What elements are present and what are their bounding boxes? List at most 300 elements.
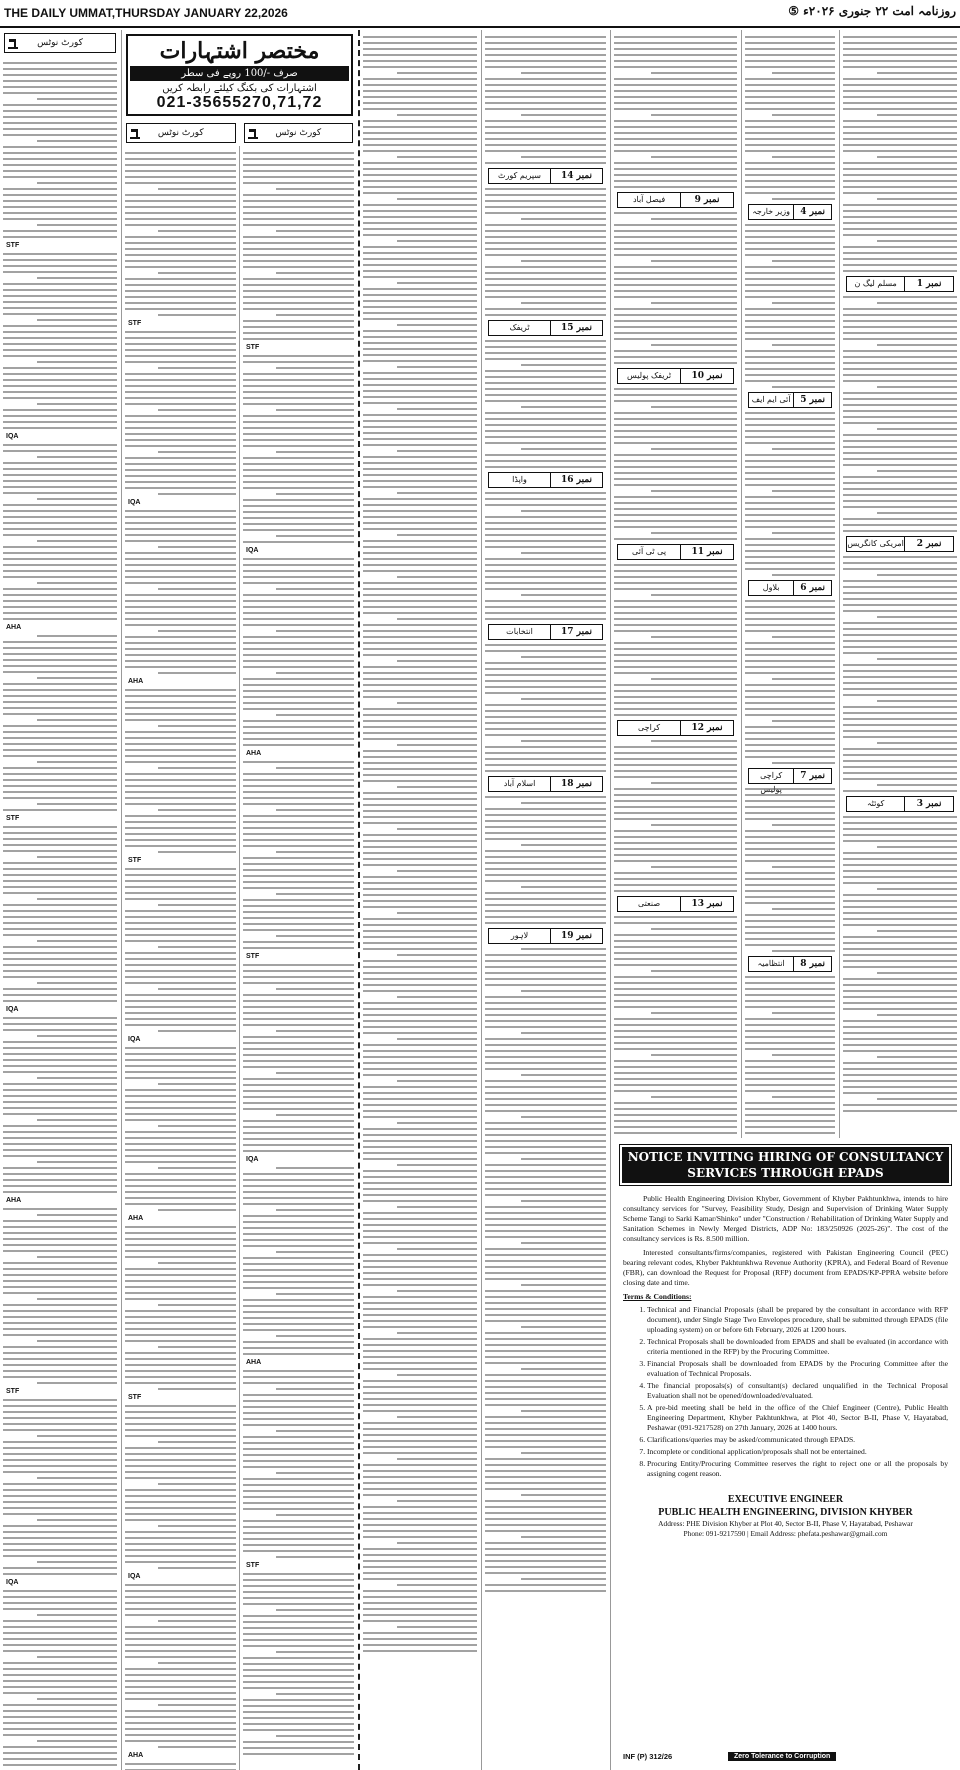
notice-footer xyxy=(623,1752,948,1764)
text-line xyxy=(243,702,354,704)
text-line xyxy=(3,1328,117,1330)
text-line xyxy=(276,272,354,274)
text-line xyxy=(614,144,737,146)
text-line xyxy=(485,1020,606,1022)
text-line xyxy=(363,1434,477,1436)
text-line xyxy=(3,904,117,906)
text-line xyxy=(3,767,117,769)
text-line xyxy=(363,342,477,344)
text-line xyxy=(485,680,606,682)
text-line xyxy=(243,606,354,608)
text-line xyxy=(745,902,835,904)
text-line xyxy=(363,132,477,134)
text-line xyxy=(485,108,606,110)
text-line xyxy=(363,336,477,338)
text-line xyxy=(363,1554,477,1556)
text-line xyxy=(243,529,354,531)
text-line xyxy=(485,1392,606,1394)
text-line xyxy=(363,1026,477,1028)
text-line xyxy=(3,832,117,834)
text-line xyxy=(485,1446,606,1448)
text-line xyxy=(3,618,117,620)
text-line xyxy=(745,708,835,710)
text-line xyxy=(877,658,957,660)
text-line xyxy=(363,570,477,572)
text-line xyxy=(243,941,354,943)
category-number: نمبر 4 xyxy=(793,205,831,219)
ad-code-tag: AHA xyxy=(6,624,22,631)
text-line xyxy=(843,730,957,732)
text-line xyxy=(363,1284,477,1286)
text-line xyxy=(485,54,606,56)
text-line xyxy=(614,1030,737,1032)
text-line xyxy=(125,254,236,256)
text-line xyxy=(745,872,835,874)
text-line xyxy=(243,576,354,578)
text-line xyxy=(125,892,236,894)
text-line xyxy=(243,355,354,357)
text-line xyxy=(125,1674,236,1676)
text-line xyxy=(614,1000,737,1002)
category-name: بلاول xyxy=(762,583,780,592)
text-line xyxy=(363,984,477,986)
text-line xyxy=(125,624,236,626)
text-line xyxy=(3,373,117,375)
text-line xyxy=(125,701,236,703)
text-line xyxy=(397,996,477,998)
text-line xyxy=(363,150,477,152)
text-line xyxy=(363,1476,477,1478)
text-line xyxy=(125,331,236,333)
text-line xyxy=(745,78,835,80)
text-line xyxy=(485,916,606,918)
text-line xyxy=(772,386,835,388)
text-line xyxy=(745,380,835,382)
text-line xyxy=(243,1424,354,1426)
text-line xyxy=(745,126,835,128)
text-line xyxy=(125,1763,236,1765)
text-line xyxy=(614,254,737,256)
text-line xyxy=(614,884,737,886)
text-line xyxy=(614,442,737,444)
text-line xyxy=(485,960,606,962)
text-line xyxy=(485,1134,606,1136)
text-line xyxy=(843,640,957,642)
text-line xyxy=(614,800,737,802)
text-line xyxy=(363,180,477,182)
text-line xyxy=(485,1008,606,1010)
text-line xyxy=(243,558,354,560)
text-line xyxy=(363,594,477,596)
text-line xyxy=(3,80,117,82)
text-line xyxy=(158,367,236,369)
news-text-block xyxy=(840,30,960,1118)
text-line xyxy=(745,550,835,552)
text-line xyxy=(614,776,737,778)
text-line xyxy=(745,726,835,728)
text-line xyxy=(843,864,957,866)
text-line xyxy=(363,1350,477,1352)
notice-paragraph-1: Public Health Engineering Division Khyber, Government of Khyber Pakhtunkhwa, intends to hire consultancy services for "Survey, Feasibility Study, Design and Supervision of Drinking Water Supply Scheme Tangi to Sarki Kamar/Shinko" under "Construction / Rehabilitation of Drinking Water Supply and Sanitation Schemes in Newly Merged Districts, ADP No: 183/250926 (2025-26)". The cost of the consultancy services is Rs. 8.500 million. xyxy=(623,1194,948,1243)
text-line xyxy=(843,942,957,944)
text-line xyxy=(363,750,477,752)
text-line xyxy=(363,228,477,230)
text-line xyxy=(243,1460,354,1462)
text-line xyxy=(363,546,477,548)
text-line xyxy=(397,576,477,578)
text-line xyxy=(772,720,835,722)
text-line xyxy=(485,1440,606,1442)
text-line xyxy=(745,744,835,746)
text-line xyxy=(614,1114,737,1116)
text-line xyxy=(243,1442,354,1444)
text-line xyxy=(3,1370,117,1372)
text-line xyxy=(614,654,737,656)
text-line xyxy=(243,1687,354,1689)
ad-code-tag: AHA xyxy=(6,1197,22,1204)
text-line xyxy=(485,370,606,372)
text-line xyxy=(37,1035,117,1037)
text-line xyxy=(3,1483,117,1485)
text-line xyxy=(485,290,606,292)
text-line xyxy=(485,984,606,986)
text-line xyxy=(243,248,354,250)
text-line xyxy=(745,702,835,704)
text-line xyxy=(485,194,606,196)
text-line xyxy=(3,415,117,417)
text-line xyxy=(485,1146,606,1148)
text-line xyxy=(3,194,117,196)
text-line xyxy=(158,188,236,190)
text-line xyxy=(363,1428,477,1430)
text-line xyxy=(614,576,737,578)
text-line xyxy=(276,588,354,590)
text-line xyxy=(363,1152,477,1154)
text-line xyxy=(3,552,117,554)
text-line xyxy=(125,916,236,918)
text-line xyxy=(3,1590,117,1592)
text-line xyxy=(843,1092,957,1094)
text-line xyxy=(125,666,236,668)
text-line xyxy=(363,264,477,266)
text-line xyxy=(614,1090,737,1092)
text-line xyxy=(243,1239,354,1241)
text-line xyxy=(521,886,606,888)
text-line xyxy=(843,452,957,454)
text-line xyxy=(363,1074,477,1076)
text-line xyxy=(485,162,606,164)
text-line xyxy=(485,454,606,456)
text-line xyxy=(158,1525,236,1527)
text-line xyxy=(745,290,835,292)
text-line xyxy=(772,866,835,868)
text-line xyxy=(745,976,835,978)
text-line xyxy=(243,785,354,787)
text-line xyxy=(125,457,236,459)
text-line xyxy=(363,1506,477,1508)
text-line xyxy=(243,1657,354,1659)
text-line xyxy=(243,881,354,883)
text-line xyxy=(363,162,477,164)
text-line xyxy=(243,385,354,387)
text-line xyxy=(485,48,606,50)
text-line xyxy=(276,1167,354,1169)
text-line xyxy=(363,1470,477,1472)
text-line xyxy=(125,1519,236,1521)
text-line xyxy=(485,1170,606,1172)
text-line xyxy=(772,636,835,638)
text-line xyxy=(125,1447,236,1449)
category-heading xyxy=(748,580,832,596)
text-line xyxy=(614,126,737,128)
text-line xyxy=(363,1344,477,1346)
text-line xyxy=(3,1071,117,1073)
text-line xyxy=(363,60,477,62)
classified-text-block xyxy=(239,146,357,1770)
text-line xyxy=(158,767,236,769)
text-line xyxy=(745,1114,835,1116)
text-line xyxy=(843,150,957,152)
text-line xyxy=(843,1104,957,1106)
text-line xyxy=(3,1734,117,1736)
text-line xyxy=(397,1038,477,1040)
text-line xyxy=(614,1006,737,1008)
text-line xyxy=(125,1740,236,1742)
notice-contact: Phone: 091-9217590 | Email Address: phefata.peshawar@gmail.com xyxy=(683,1529,888,1538)
text-line xyxy=(125,248,236,250)
text-line xyxy=(877,1098,957,1100)
text-line xyxy=(243,517,354,519)
text-line xyxy=(3,1310,117,1312)
text-line xyxy=(745,236,835,238)
text-line xyxy=(485,1458,606,1460)
text-line xyxy=(485,1584,606,1586)
text-line xyxy=(772,114,835,116)
text-line xyxy=(125,755,236,757)
text-line xyxy=(843,332,957,334)
text-line xyxy=(37,898,117,900)
text-line xyxy=(877,72,957,74)
text-line xyxy=(397,282,477,284)
text-line xyxy=(3,1752,117,1754)
text-line xyxy=(843,912,957,914)
text-line xyxy=(243,1717,354,1719)
text-line xyxy=(243,863,354,865)
text-line xyxy=(363,882,477,884)
text-line xyxy=(363,738,477,740)
text-line xyxy=(745,362,835,364)
text-line xyxy=(37,540,117,542)
text-line xyxy=(3,409,117,411)
text-line xyxy=(651,532,737,534)
text-line xyxy=(125,1686,236,1688)
gavel-icon xyxy=(248,127,262,139)
text-line xyxy=(3,1155,117,1157)
text-line xyxy=(843,314,957,316)
text-line xyxy=(485,442,606,444)
text-line xyxy=(485,1110,606,1112)
text-line xyxy=(745,914,835,916)
text-line xyxy=(521,1116,606,1118)
text-line xyxy=(877,616,957,618)
text-line xyxy=(485,358,606,360)
text-line xyxy=(745,1042,835,1044)
text-line xyxy=(363,1536,477,1538)
text-line xyxy=(843,144,957,146)
ad-code-tag: AHA xyxy=(128,678,144,685)
text-line xyxy=(243,827,354,829)
text-line xyxy=(397,1080,477,1082)
text-line xyxy=(3,176,117,178)
text-line xyxy=(125,1358,236,1360)
text-line xyxy=(158,1704,236,1706)
text-line xyxy=(485,1524,606,1526)
text-line xyxy=(3,1668,117,1670)
text-line xyxy=(37,1298,117,1300)
text-line xyxy=(3,313,117,315)
text-line xyxy=(3,1471,117,1473)
text-line xyxy=(363,1410,477,1412)
text-line xyxy=(614,564,737,566)
text-line xyxy=(125,1614,236,1616)
text-line xyxy=(485,1182,606,1184)
text-line xyxy=(125,349,236,351)
text-line xyxy=(243,1406,354,1408)
text-line xyxy=(772,1096,835,1098)
classified-columns xyxy=(122,146,357,1770)
text-line xyxy=(363,936,477,938)
text-line xyxy=(485,540,606,542)
text-line xyxy=(397,450,477,452)
text-line xyxy=(125,654,236,656)
text-line xyxy=(37,1740,117,1742)
text-line xyxy=(363,1254,477,1256)
text-line xyxy=(485,728,606,730)
text-line xyxy=(243,1412,354,1414)
text-line xyxy=(125,510,236,512)
text-line xyxy=(243,690,354,692)
text-line xyxy=(614,848,737,850)
text-line xyxy=(125,1316,236,1318)
text-line xyxy=(843,882,957,884)
text-line xyxy=(243,1382,354,1384)
text-line xyxy=(243,624,354,626)
column-court-notices-left xyxy=(0,30,120,1770)
text-line xyxy=(485,1260,606,1262)
text-line xyxy=(877,784,957,786)
text-line xyxy=(485,346,606,348)
text-line xyxy=(363,756,477,758)
text-line xyxy=(363,318,477,320)
signature-block xyxy=(623,1493,948,1519)
text-line xyxy=(125,1101,236,1103)
text-line xyxy=(651,1054,737,1056)
text-line xyxy=(843,398,957,400)
text-line xyxy=(3,731,117,733)
text-line xyxy=(125,821,236,823)
text-line xyxy=(3,283,117,285)
text-line xyxy=(485,796,606,798)
text-line xyxy=(485,650,606,652)
text-line xyxy=(614,708,737,710)
text-line xyxy=(3,116,117,118)
text-line xyxy=(877,742,957,744)
text-line xyxy=(614,78,737,80)
text-line xyxy=(363,1548,477,1550)
text-line xyxy=(485,546,606,548)
text-line xyxy=(125,1334,236,1336)
text-line xyxy=(276,988,354,990)
text-line xyxy=(651,866,737,868)
text-line xyxy=(125,164,236,166)
text-line xyxy=(614,642,737,644)
text-line xyxy=(745,1078,835,1080)
text-line xyxy=(614,338,737,340)
text-line xyxy=(243,421,354,423)
text-line xyxy=(363,876,477,878)
text-line xyxy=(614,1042,737,1044)
text-line xyxy=(614,812,737,814)
category-number: نمبر 2 xyxy=(904,537,953,551)
text-line xyxy=(485,1266,606,1268)
text-line xyxy=(485,272,606,274)
text-line xyxy=(243,726,354,728)
text-line xyxy=(363,1326,477,1328)
text-line xyxy=(843,1038,957,1040)
text-line xyxy=(521,260,606,262)
text-line xyxy=(125,1149,236,1151)
text-line xyxy=(745,266,835,268)
text-line xyxy=(363,456,477,458)
text-line xyxy=(243,1729,354,1731)
text-line xyxy=(843,1068,957,1070)
text-line xyxy=(614,168,737,170)
text-line xyxy=(843,338,957,340)
ad-code-tag: IQA xyxy=(246,547,259,554)
text-line xyxy=(3,1459,117,1461)
text-line xyxy=(3,152,117,154)
text-line xyxy=(843,392,957,394)
text-line xyxy=(158,1167,236,1169)
text-line xyxy=(485,1248,606,1250)
court-notice-label: کورٹ نوٹس xyxy=(275,128,322,138)
text-line xyxy=(243,320,354,322)
text-line xyxy=(843,706,957,708)
text-line xyxy=(37,1382,117,1384)
text-line xyxy=(125,648,236,650)
text-line xyxy=(276,1514,354,1516)
category-heading xyxy=(488,320,603,336)
text-line xyxy=(3,218,117,220)
text-line xyxy=(485,752,606,754)
text-line xyxy=(243,982,354,984)
text-line xyxy=(363,894,477,896)
text-line xyxy=(614,466,737,468)
text-line xyxy=(3,1364,117,1366)
text-line xyxy=(614,332,737,334)
text-line xyxy=(276,1430,354,1432)
text-line xyxy=(363,360,477,362)
text-line xyxy=(521,1200,606,1202)
text-line xyxy=(485,1062,606,1064)
text-line xyxy=(745,96,835,98)
text-line xyxy=(843,488,957,490)
text-line xyxy=(745,842,835,844)
text-line xyxy=(363,1380,477,1382)
text-line xyxy=(614,1018,737,1020)
text-line xyxy=(614,538,737,540)
text-line xyxy=(243,1448,354,1450)
